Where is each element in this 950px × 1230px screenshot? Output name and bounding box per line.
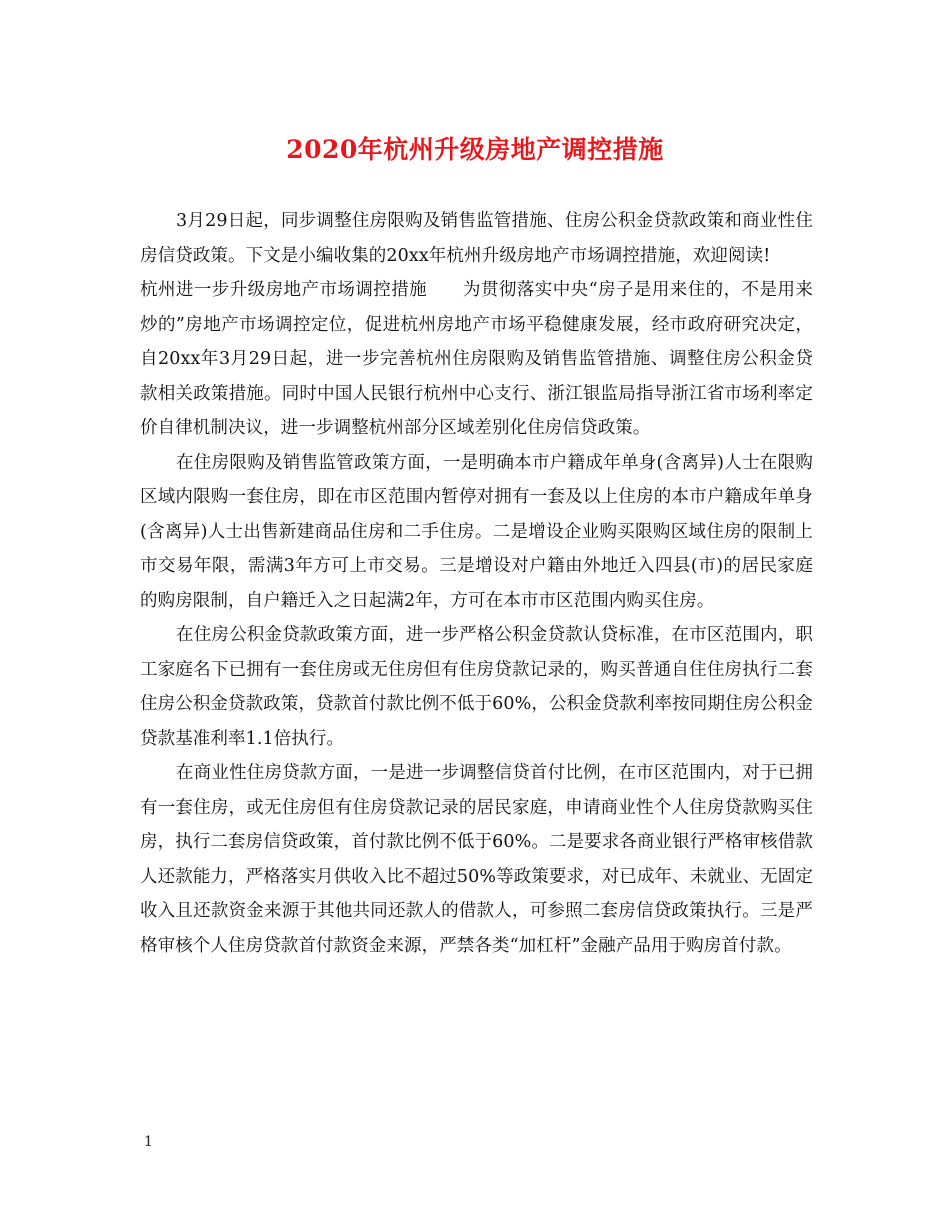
paragraph-measures-overview: 杭州进一步升级房地产市场调控措施 为贯彻落实中央“房子是用来住的，不是用来炒的”房地产市场调控定位，促进杭州房地产市场平稳健康发展，经市政府研究决定，自20xx年3月29日起，进一步完善杭州住房限购及销售监管措施、调整住房公积金贷款相关政策措施。同时中国人民银行杭州中心支行、浙江银监局指导浙江省市场利率定价自律机制决议，进一步调整杭州部分区域差别化住房信贷政策。 bbox=[140, 280, 813, 438]
document-title: 2020年杭州升级房地产调控措施 bbox=[286, 135, 664, 164]
paragraph-purchase-restriction: 在住房限购及销售监管政策方面，一是明确本市户籍成年单身(含离异)人士在限购区域内限购一套住房，即在市区范围内暂停对拥有一套及以上住房的本市户籍成年单身(含离异)人士出售新建商品住房和二手住房。二是增设企业购买限购区域住房的限制上市交易年限，需满3年方可上市交易。三是增设对户籍由外地迁入四县(市)的居民家庭的购房限制，自户籍迁入之日起满2年，方可在本市市区范围内购买住房。 bbox=[140, 452, 813, 611]
page-number: 1 bbox=[144, 1134, 153, 1150]
paragraph-commercial-loan: 在商业性住房贷款方面，一是进一步调整信贷首付比例，在市区范围内，对于已拥有一套住房，或无住房但有住房贷款记录的居民家庭，申请商业性个人住房贷款购买住房，执行二套房信贷政策，首付款比例不低于60%。二是要求各商业银行严格审核借款人还款能力，严格落实月供收入比不超过50%等政策要求，对已成年、未就业、无固定收入且还款资金来源于其他共同还款人的借款人，可参照二套房信贷政策执行。三是严格审核个人住房贷款首付款资金来源，严禁各类“加杠杆”金融产品用于购房首付款。 bbox=[140, 763, 813, 956]
document-body bbox=[140, 204, 813, 963]
paragraph-provident-fund: 在住房公积金贷款政策方面，进一步严格公积金贷款认贷标准，在市区范围内，职工家庭名下已拥有一套住房或无住房但有住房贷款记录的，购买普通自住住房执行二套住房公积金贷款政策，贷款首付款比例不低于60%，公积金贷款利率按同期住房公积金贷款基准利率1.1倍执行。 bbox=[140, 625, 813, 749]
paragraph-intro: 3月29日起，同步调整住房限购及销售监管措施、住房公积金贷款政策和商业性住房信贷政策。下文是小编收集的20xx年杭州升级房地产市场调控措施，欢迎阅读! bbox=[140, 211, 813, 266]
